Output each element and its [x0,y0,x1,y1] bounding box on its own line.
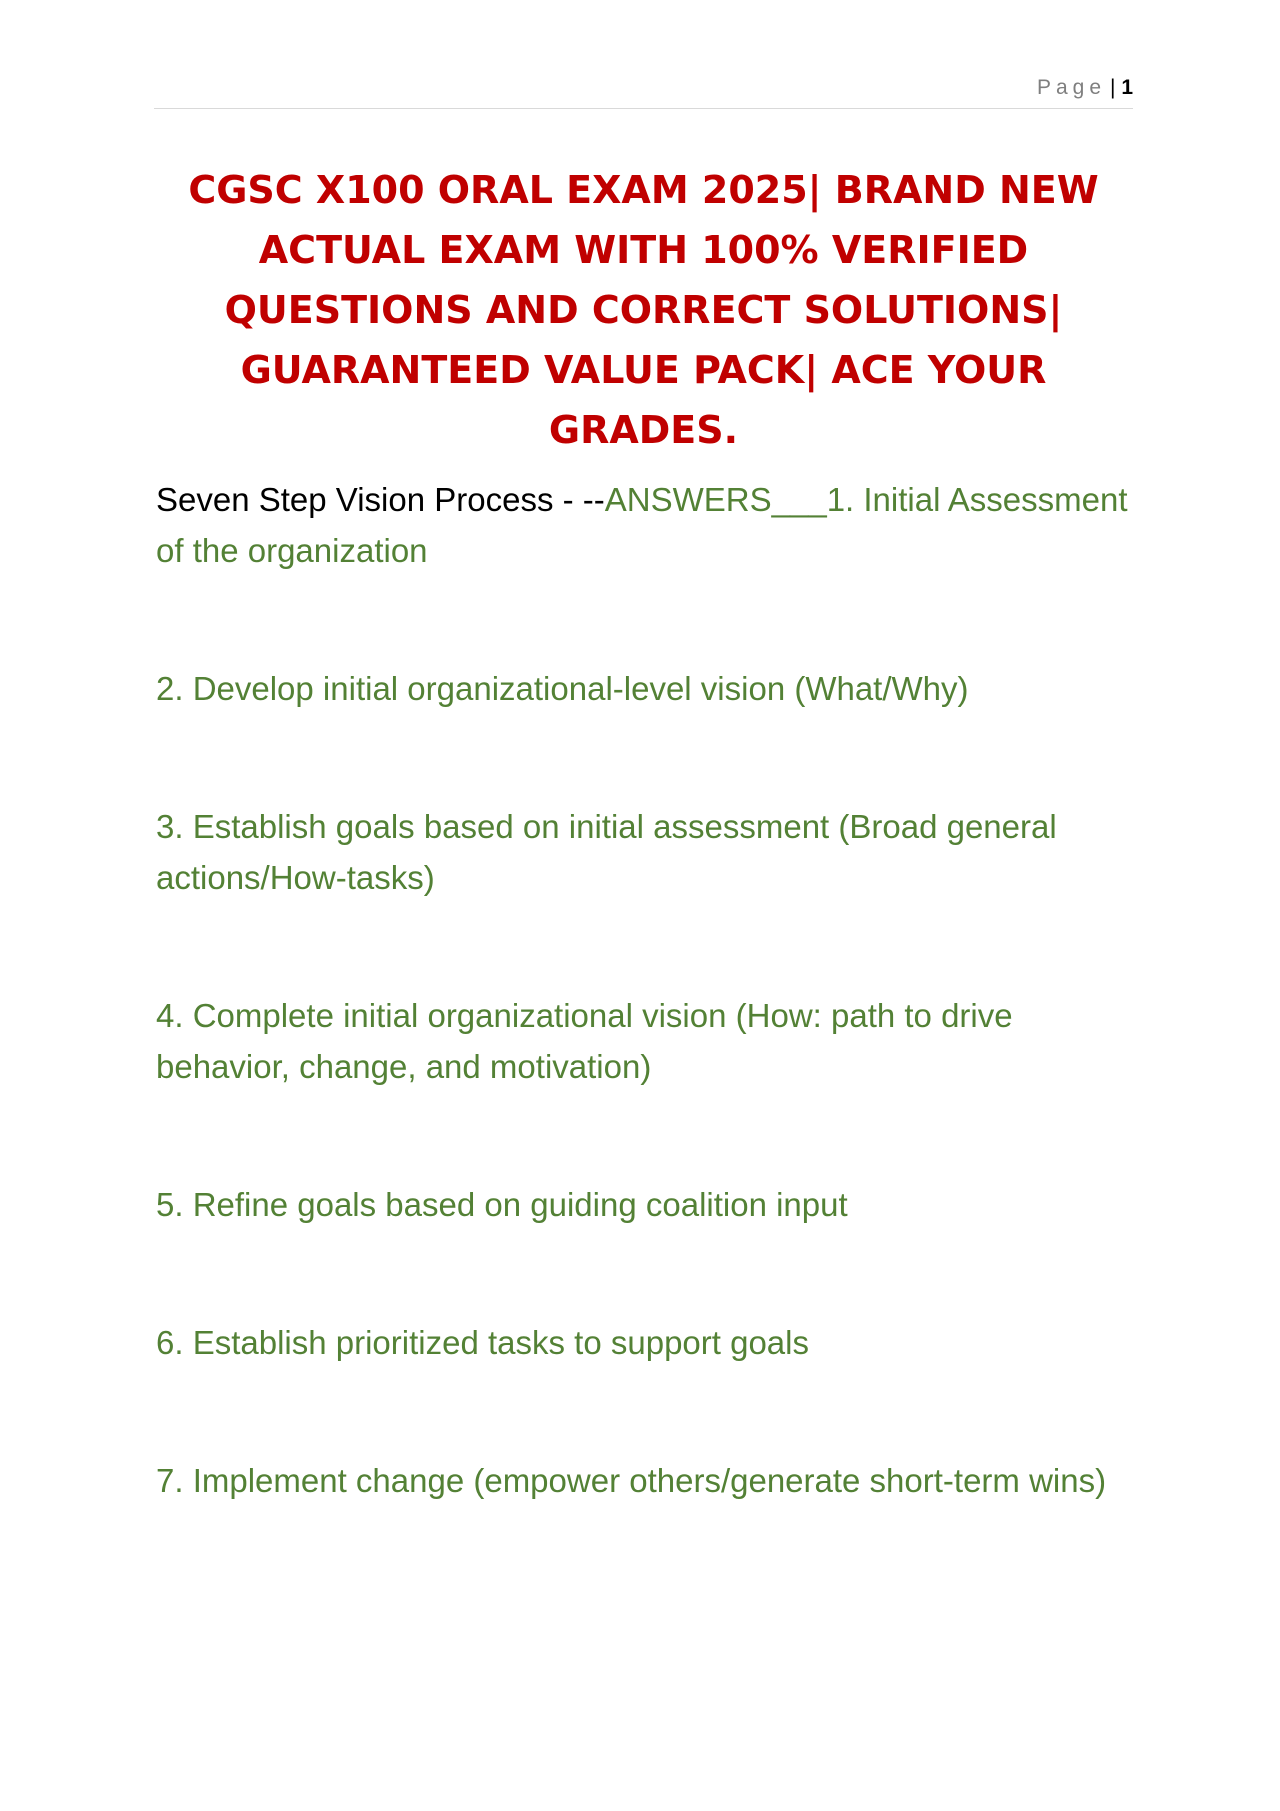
step-2: 2. Develop initial organizational-level vision (What/Why) [156,670,969,707]
question-answer-block [156,474,1150,576]
document-title: CGSC X100 ORAL EXAM 2025| BRAND NEW ACTUAL EXAM WITH 100% VERIFIED QUESTIONS AND CORRECT SOLUTIONS| GUARANTEED VALUE PACK| ACE YOUR GRADES. [188,168,1099,452]
spacer [156,903,1150,990]
question-text: Seven Step Vision Process - -- [156,481,605,518]
step-4: 4. Complete initial organizational vision (How: path to drive behavior, change, and motivation) [156,997,1013,1085]
step-3: 3. Establish goals based on initial assessment (Broad general actions/How-tasks) [156,808,1057,896]
page-number: 1 [1121,76,1133,99]
answer-prefix: ANSWERS___ [604,481,827,518]
page-header [154,76,1133,109]
spacer [156,576,1150,663]
step-7: 7. Implement change (empower others/generate short-term wins) [156,1462,1107,1499]
spacer [156,1368,1150,1455]
step-6: 6. Establish prioritized tasks to support goals [156,1324,809,1361]
spacer [156,1230,1150,1317]
document-body [156,474,1150,1506]
step-5: 5. Refine goals based on guiding coalition input [156,1186,848,1223]
step-1: 1. Initial Assessment of the organization [156,481,1128,569]
spacer [156,714,1150,801]
page-separator: | [1110,76,1116,99]
page-label: Page [1036,76,1106,99]
spacer [156,1092,1150,1179]
